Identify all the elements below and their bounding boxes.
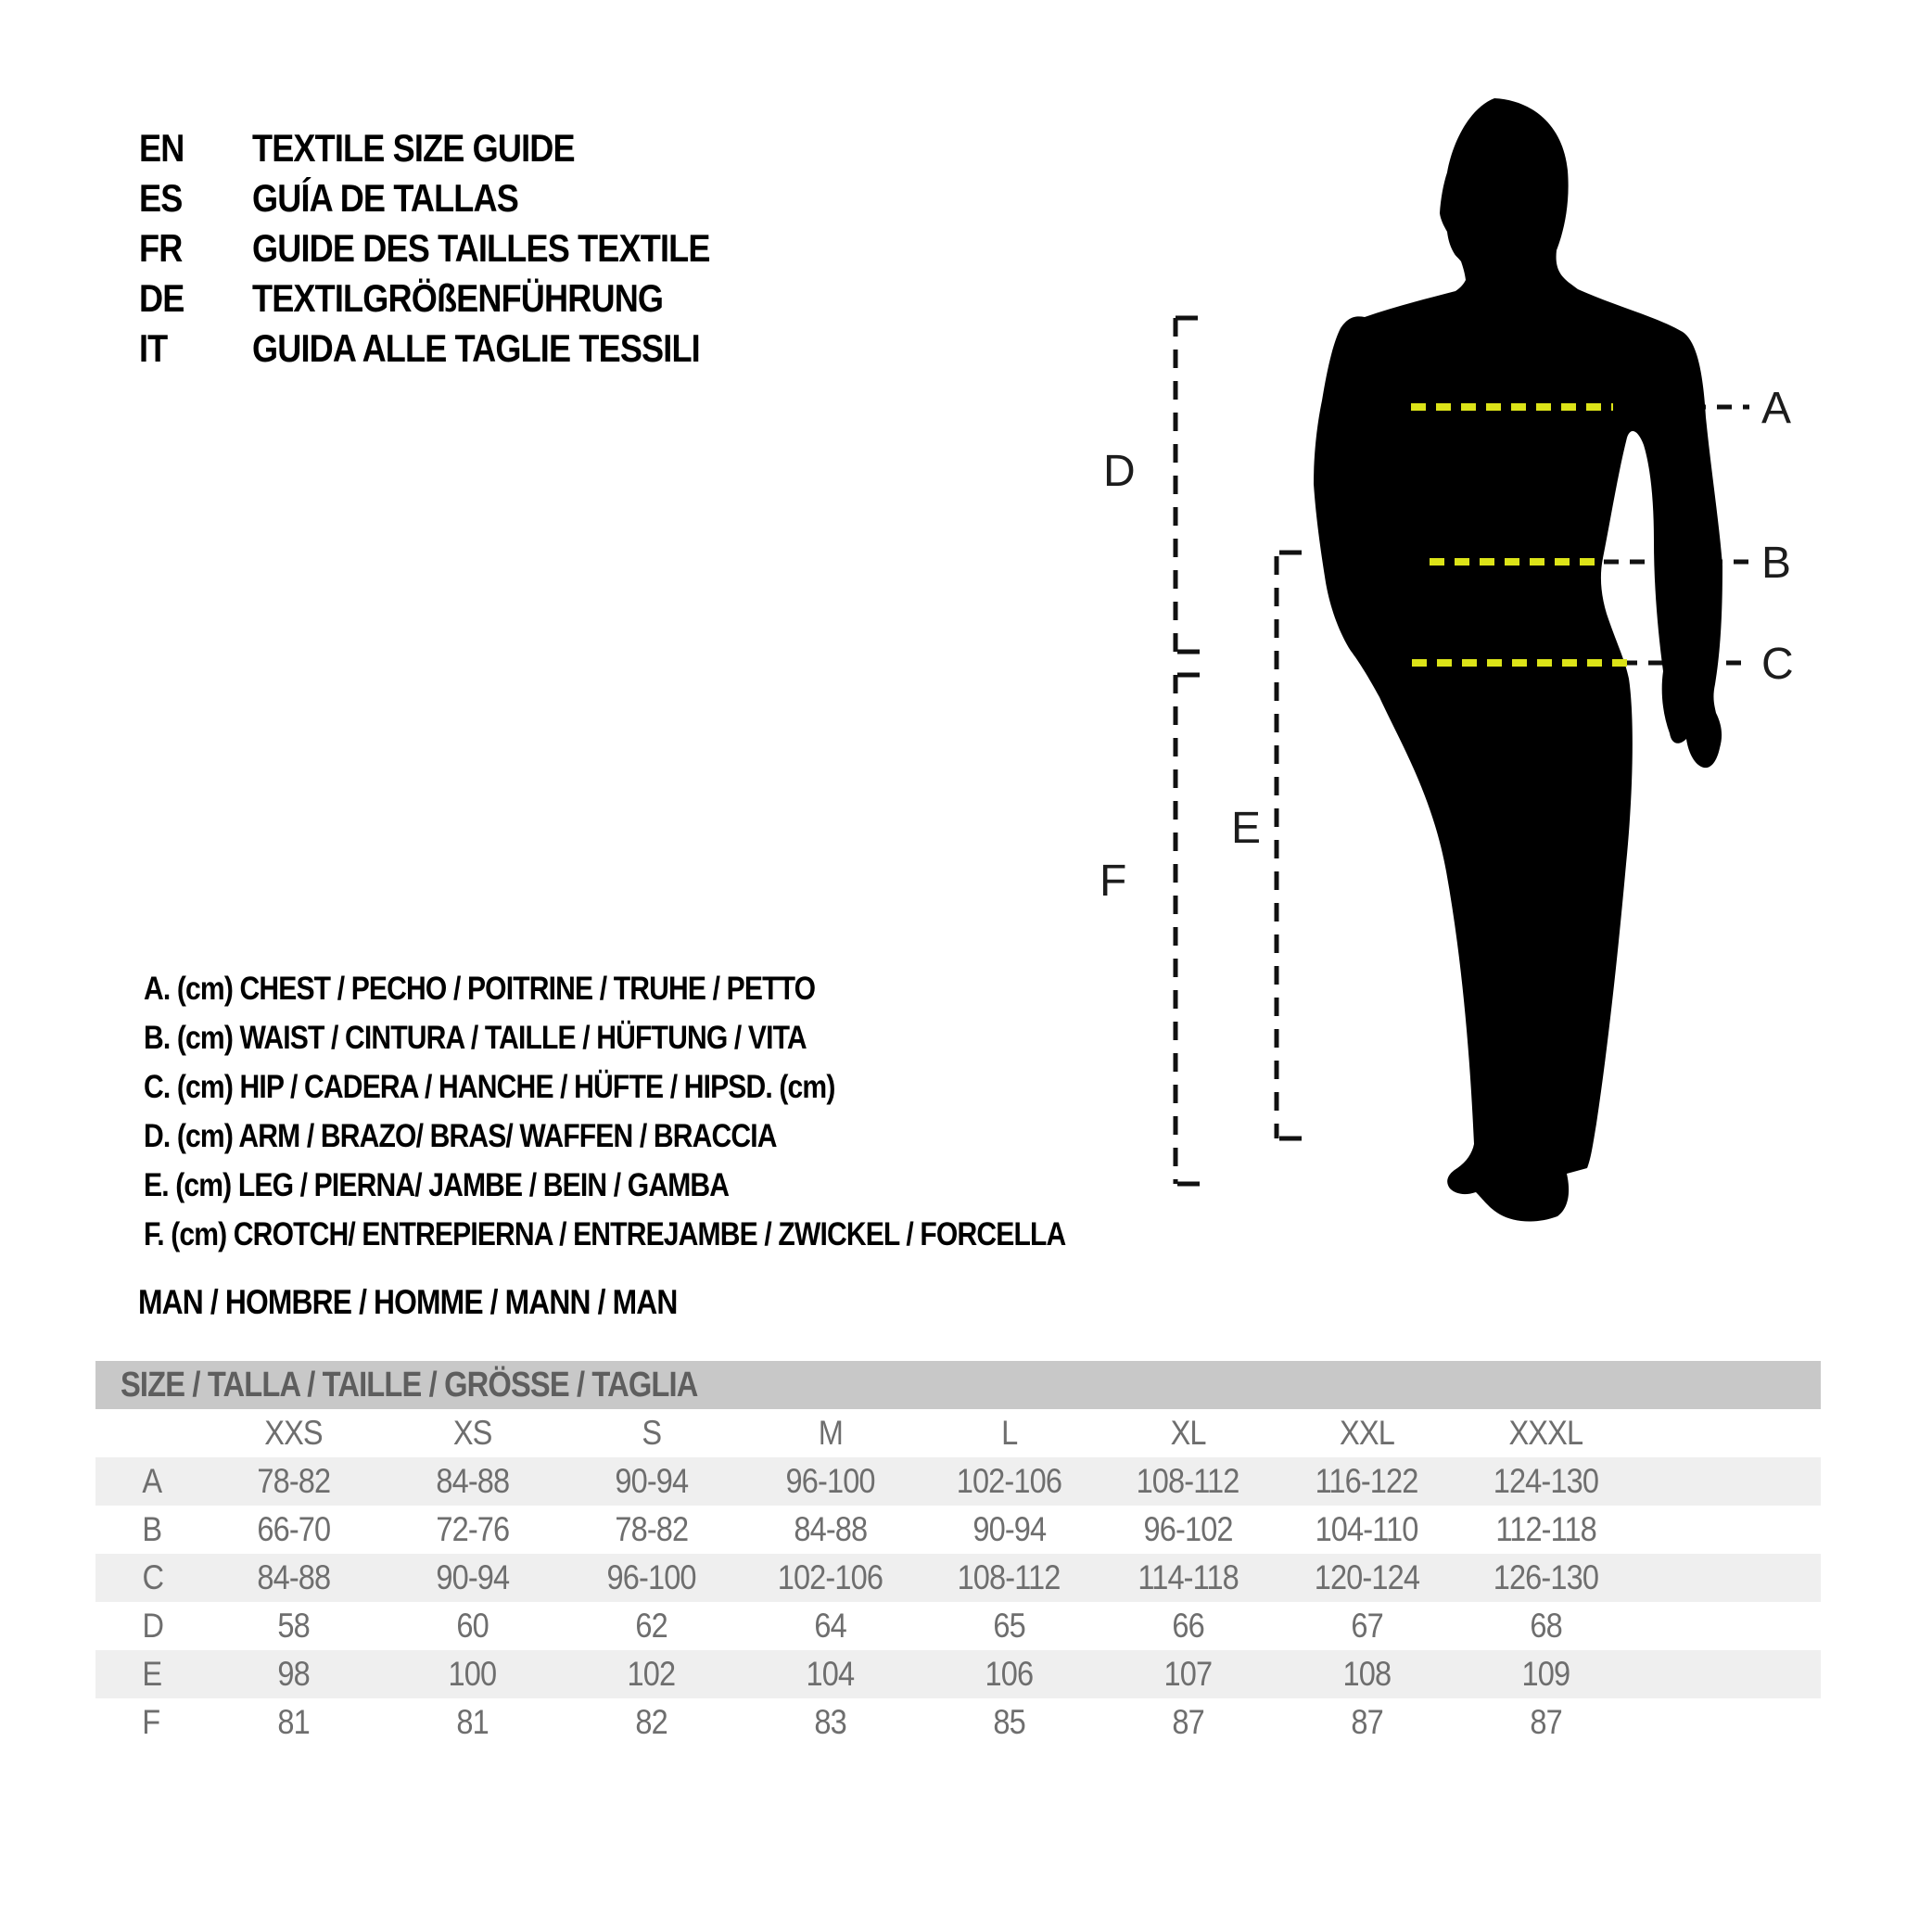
table-cell <box>383 1510 562 1549</box>
table-cell-value: 72-76 <box>436 1510 509 1548</box>
table-cell-value: 87 <box>1530 1703 1562 1741</box>
language-title-text: TEXTILGRÖßENFÜHRUNG <box>252 276 664 320</box>
table-cell <box>1099 1510 1277 1549</box>
table-cell-value: 85 <box>993 1703 1025 1741</box>
language-code <box>139 126 252 171</box>
table-cell <box>741 1510 920 1549</box>
size-table <box>95 1361 1821 1747</box>
table-cell-value: 84-88 <box>436 1462 509 1500</box>
category-line-text: MAN / HOMBRE / HOMME / MANN / MAN <box>138 1283 678 1321</box>
table-cell-value: 66 <box>1172 1607 1204 1645</box>
table-cell-value: 90-94 <box>436 1558 509 1596</box>
measurement-line <box>144 964 1215 1013</box>
size-header-row <box>95 1409 1821 1457</box>
table-cell <box>383 1703 562 1742</box>
table-cell-value: 60 <box>456 1607 489 1645</box>
table-cell <box>204 1655 383 1694</box>
language-title-text: TEXTILE SIZE GUIDE <box>252 126 575 170</box>
language-row <box>139 123 784 173</box>
table-cell-value: 108-112 <box>1137 1462 1239 1500</box>
table-cell <box>562 1607 741 1646</box>
language-title-text: GUÍA DE TALLAS <box>252 176 518 220</box>
table-cell-value: 90-94 <box>615 1462 688 1500</box>
table-cell-value: 84-88 <box>257 1558 330 1596</box>
size-column-header <box>562 1414 741 1453</box>
table-cell-value: 108 <box>1342 1655 1392 1693</box>
table-row-label <box>95 1607 204 1646</box>
size-column-header-text: XXL <box>1340 1414 1394 1452</box>
table-cell-value: 87 <box>1172 1703 1204 1741</box>
language-title <box>252 226 784 271</box>
language-row <box>139 223 784 273</box>
table-cell-value: 64 <box>814 1607 846 1645</box>
size-column-header <box>1277 1414 1456 1453</box>
size-column-header <box>383 1414 562 1453</box>
size-column-header-text: S <box>642 1414 661 1452</box>
table-cell <box>383 1607 562 1646</box>
table-row-label <box>95 1462 204 1501</box>
table-cell-value: 58 <box>277 1607 310 1645</box>
size-column-header-text: XS <box>452 1414 492 1452</box>
category-line <box>138 1280 765 1325</box>
table-cell <box>1456 1558 1635 1597</box>
table-cell <box>383 1558 562 1597</box>
measurement-line-text: D. (cm) ARM / BRAZO/ BRAS/ WAFFEN / BRACCIA <box>144 1117 777 1154</box>
measurement-line-text: A. (cm) CHEST / PECHO / POITRINE / TRUHE / PETTO <box>144 970 816 1007</box>
language-title <box>252 326 772 371</box>
table-row <box>95 1602 1821 1650</box>
table-cell-value: 107 <box>1163 1655 1213 1693</box>
table-cell <box>383 1655 562 1694</box>
table-row-label-text: B <box>142 1510 162 1548</box>
table-cell <box>562 1655 741 1694</box>
table-cell <box>1456 1655 1635 1694</box>
table-cell <box>204 1607 383 1646</box>
table-cell <box>1099 1462 1277 1501</box>
language-code-text: IT <box>139 326 168 370</box>
table-cell <box>562 1510 741 1549</box>
table-cell-value: 83 <box>814 1703 846 1741</box>
table-cell <box>741 1703 920 1742</box>
language-code-text: FR <box>139 226 183 270</box>
table-cell-value: 62 <box>635 1607 667 1645</box>
table-cell <box>1277 1607 1456 1646</box>
figure-label-crotch: F <box>1099 857 1127 906</box>
table-cell-value: 84-88 <box>794 1510 867 1548</box>
table-cell <box>1277 1655 1456 1694</box>
table-cell <box>1099 1655 1277 1694</box>
language-title-text: GUIDA ALLE TAGLIE TESSILI <box>252 326 700 370</box>
language-title <box>252 276 730 321</box>
table-cell <box>741 1655 920 1694</box>
language-code <box>139 276 252 321</box>
table-cell <box>1277 1558 1456 1597</box>
size-table-body <box>95 1457 1821 1747</box>
table-cell-value: 66-70 <box>257 1510 330 1548</box>
figure-label-arm: D <box>1103 447 1136 496</box>
language-code-text: ES <box>139 176 183 220</box>
table-row-label-text: D <box>142 1607 164 1645</box>
language-code <box>139 226 252 271</box>
table-row-label-text: E <box>142 1655 162 1693</box>
table-row <box>95 1698 1821 1747</box>
table-row <box>95 1650 1821 1698</box>
table-cell-value: 78-82 <box>257 1462 330 1500</box>
table-cell-value: 68 <box>1530 1607 1562 1645</box>
table-cell <box>1099 1558 1277 1597</box>
table-cell <box>1277 1703 1456 1742</box>
table-cell <box>204 1462 383 1501</box>
table-cell-value: 82 <box>635 1703 667 1741</box>
measurement-line-text: C. (cm) HIP / CADERA / HANCHE / HÜFTE / HIPSD. (cm) <box>144 1068 835 1105</box>
table-cell <box>1099 1703 1277 1742</box>
table-cell-value: 96-100 <box>785 1462 875 1500</box>
size-column-header <box>1099 1414 1277 1453</box>
table-cell <box>204 1558 383 1597</box>
figure-label-leg: E <box>1231 804 1262 853</box>
table-cell-value: 126-130 <box>1493 1558 1599 1596</box>
table-row-label-text: C <box>142 1558 164 1596</box>
table-cell <box>1456 1510 1635 1549</box>
table-cell-value: 114-118 <box>1138 1558 1239 1596</box>
table-cell <box>1456 1703 1635 1742</box>
table-cell <box>920 1607 1099 1646</box>
table-cell-value: 116-122 <box>1316 1462 1418 1500</box>
leg-dimension-line <box>1277 553 1302 1138</box>
table-cell-value: 124-130 <box>1493 1462 1599 1500</box>
table-cell <box>1456 1462 1635 1501</box>
language-code <box>139 176 252 221</box>
table-cell-value: 67 <box>1351 1607 1383 1645</box>
figure-label-hip: C <box>1761 640 1794 689</box>
measurement-line-text: F. (cm) CROTCH/ ENTREPIERNA / ENTREJAMBE / ZWICKEL / FORCELLA <box>144 1215 1066 1252</box>
table-cell-value: 98 <box>277 1655 310 1693</box>
table-row <box>95 1506 1821 1554</box>
arm-dimension-line <box>1176 318 1200 652</box>
language-title <box>252 176 562 221</box>
size-column-header <box>1456 1414 1635 1453</box>
table-row-label <box>95 1655 204 1694</box>
measurement-line <box>144 1112 1215 1161</box>
table-cell <box>920 1510 1099 1549</box>
size-column-header-text: XL <box>1170 1414 1206 1452</box>
table-cell-value: 102-106 <box>777 1558 883 1596</box>
table-cell <box>741 1607 920 1646</box>
table-cell-value: 100 <box>448 1655 497 1693</box>
size-column-header-text: XXXL <box>1508 1414 1583 1452</box>
table-cell-value: 104 <box>806 1655 855 1693</box>
table-cell-value: 108-112 <box>958 1558 1061 1596</box>
table-cell <box>920 1655 1099 1694</box>
table-row-label <box>95 1558 204 1597</box>
table-row <box>95 1457 1821 1506</box>
language-row <box>139 173 784 223</box>
language-row <box>139 273 784 324</box>
measurement-line <box>144 1062 1215 1112</box>
measurement-line <box>144 1161 1215 1210</box>
size-table-header-text: SIZE / TALLA / TAILLE / GRÖSSE / TAGLIA <box>121 1365 698 1405</box>
table-cell-value: 81 <box>277 1703 310 1741</box>
size-column-header-text: L <box>1000 1414 1018 1452</box>
measurement-line <box>144 1013 1215 1062</box>
table-cell-value: 104-110 <box>1316 1510 1418 1548</box>
language-title <box>252 126 627 171</box>
table-cell-value: 78-82 <box>615 1510 688 1548</box>
table-row-label <box>95 1510 204 1549</box>
size-column-header <box>920 1414 1099 1453</box>
language-code <box>139 326 252 371</box>
table-cell <box>204 1510 383 1549</box>
table-cell <box>1277 1462 1456 1501</box>
language-list <box>139 123 784 374</box>
table-cell <box>1456 1607 1635 1646</box>
table-cell <box>920 1558 1099 1597</box>
language-title-text: GUIDE DES TAILLES TEXTILE <box>252 226 710 270</box>
table-row-label-text: A <box>142 1462 162 1500</box>
table-cell <box>562 1703 741 1742</box>
size-column-header-text: M <box>818 1414 843 1452</box>
size-column-header <box>741 1414 920 1453</box>
table-cell <box>562 1462 741 1501</box>
figure-label-chest: A <box>1761 384 1792 433</box>
table-cell-value: 102 <box>627 1655 676 1693</box>
table-row-label-text: F <box>142 1703 160 1741</box>
table-cell-value: 102-106 <box>956 1462 1062 1500</box>
language-code-text: EN <box>139 126 184 170</box>
size-table-header <box>95 1361 1821 1409</box>
table-cell-value: 96-100 <box>606 1558 696 1596</box>
table-cell <box>920 1703 1099 1742</box>
figure-label-waist: B <box>1761 539 1792 588</box>
table-cell-value: 106 <box>985 1655 1034 1693</box>
table-cell <box>204 1703 383 1742</box>
table-cell-value: 65 <box>993 1607 1025 1645</box>
table-cell-value: 81 <box>456 1703 489 1741</box>
table-cell-value: 112-118 <box>1495 1510 1596 1548</box>
table-cell-value: 120-124 <box>1314 1558 1420 1596</box>
measurement-line <box>144 1210 1215 1259</box>
table-cell-value: 87 <box>1351 1703 1383 1741</box>
language-row <box>139 324 784 374</box>
table-row <box>95 1554 1821 1602</box>
table-cell <box>920 1462 1099 1501</box>
measurement-line-text: E. (cm) LEG / PIERNA/ JAMBE / BEIN / GAMBA <box>144 1166 730 1203</box>
size-column-header <box>204 1414 383 1453</box>
table-cell <box>1277 1510 1456 1549</box>
table-cell-value: 90-94 <box>972 1510 1046 1548</box>
table-cell <box>562 1558 741 1597</box>
language-code-text: DE <box>139 276 184 320</box>
table-cell-value: 96-102 <box>1143 1510 1233 1548</box>
table-row-label <box>95 1703 204 1742</box>
size-column-header-text: XXS <box>264 1414 323 1452</box>
table-cell-value: 109 <box>1521 1655 1570 1693</box>
table-cell <box>741 1558 920 1597</box>
table-cell <box>741 1462 920 1501</box>
measurement-line-text: B. (cm) WAIST / CINTURA / TAILLE / HÜFTUNG / VITA <box>144 1019 807 1056</box>
table-cell <box>383 1462 562 1501</box>
table-cell <box>1099 1607 1277 1646</box>
measurement-list <box>144 964 1215 1259</box>
